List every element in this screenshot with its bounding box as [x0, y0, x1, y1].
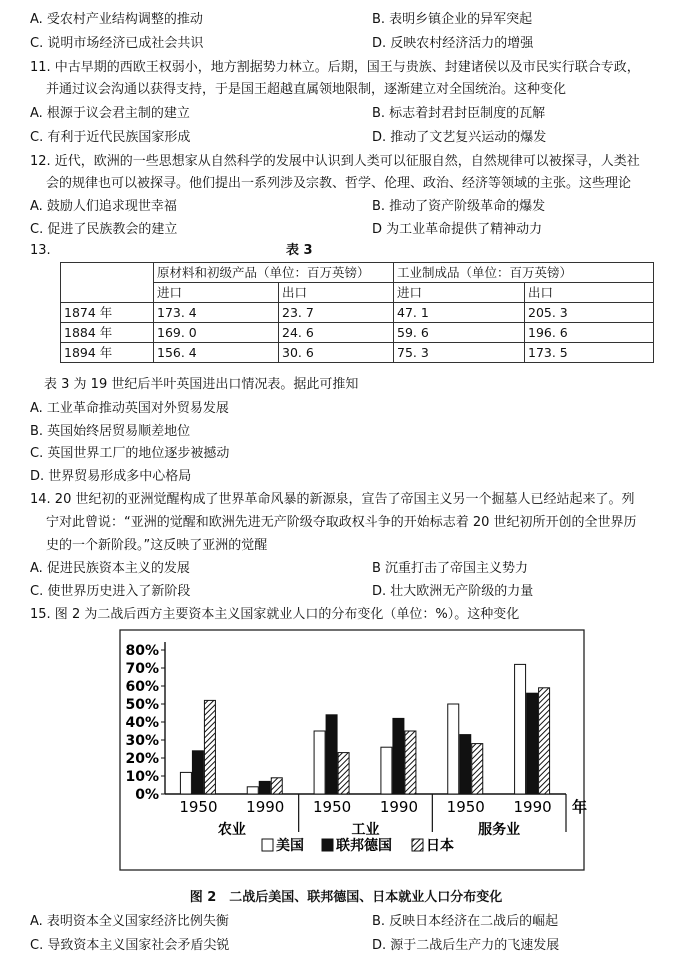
x-tick-label: 1950: [446, 798, 485, 816]
bar-联邦德国: [527, 693, 538, 794]
subheader-ind-import: 进口: [394, 283, 525, 303]
legend-label: 联邦德国: [336, 838, 392, 854]
row-year: 1874 年: [61, 303, 154, 323]
legend-label: 日本: [426, 838, 454, 854]
subheader-raw-export: 出口: [279, 283, 394, 303]
subheader-ind-export: 出口: [525, 283, 654, 303]
y-tick-label: 70%: [125, 661, 159, 677]
legend-swatch: [412, 839, 423, 851]
table-row: [61, 323, 654, 343]
q11-stem-line2: 并通过议会沟通以获得支持，于是国王超越直属领地限制，逐渐建立对全国统治。这种变化: [46, 82, 567, 97]
y-tick-label: 10%: [125, 769, 159, 785]
table-row: [61, 343, 654, 363]
q14-option-b: B 沉重打击了帝国主义势力: [372, 561, 529, 576]
bar-联邦德国: [326, 715, 337, 794]
cell-raw-import: 169. 0: [154, 323, 279, 343]
y-tick-label: 20%: [125, 751, 159, 767]
y-tick-label: 40%: [125, 715, 159, 731]
bar-日本: [204, 700, 215, 794]
y-tick-label: 0%: [135, 787, 159, 803]
q12-stem-line1: 12. 近代，欧洲的一些思想家从自然科学的发展中认识到人类可以征服自然，自然规律可以被探寻，人类社: [30, 154, 640, 169]
chart-bars: [180, 664, 549, 794]
bar-美国: [448, 704, 459, 794]
x-tick-label: 1990: [513, 798, 552, 816]
q10-option-d: D. 反映农村经济活力的增强: [372, 36, 534, 51]
bar-美国: [247, 787, 258, 794]
cell-ind-import: 47. 1: [394, 303, 525, 323]
chart-legend: [262, 837, 454, 854]
subheader-raw-import: 进口: [154, 283, 279, 303]
q14-stem-line2: 宁对此曾说：“亚洲的觉醒和欧洲先进无产阶级夺取政权斗争的开始标志着 20 世纪初所开创的全世界历: [46, 515, 637, 530]
q14-stem-line1: 14. 20 世纪初的亚洲觉醒构成了世界革命风暴的新源泉，宣告了帝国主义另一个掘墓人已经站起来了。列: [30, 492, 635, 507]
row-year: 1884 年: [61, 323, 154, 343]
header-industrial: 工业制成品（单位：百万英镑）: [394, 263, 654, 283]
bar-美国: [515, 664, 526, 794]
x-tick-label: 1990: [379, 798, 419, 816]
cell-ind-export: 196. 6: [525, 323, 654, 343]
bar-日本: [271, 778, 282, 794]
q10-option-c: C. 说明市场经济已成社会共识: [30, 36, 204, 51]
q10-option-b: B. 表明乡镇企业的异军突起: [372, 12, 533, 27]
row-year: 1894 年: [61, 343, 154, 363]
x-tick-label: 1950: [312, 798, 352, 816]
q14-option-d: D. 壮大欧洲无产阶级的力量: [372, 584, 534, 599]
q13-option-c: C. 英国世界工厂的地位逐步被撼动: [30, 446, 230, 461]
legend-swatch: [322, 839, 333, 851]
table-note: 表 3 为 19 世纪后半叶英国进出口情况表。据此可推知: [44, 377, 359, 392]
q11-option-c: C. 有利于近代民族国家形成: [30, 130, 191, 145]
bar-联邦德国: [460, 735, 471, 794]
bar-美国: [180, 772, 191, 794]
cell-raw-import: 156. 4: [154, 343, 279, 363]
figure-caption: 图 2 二战后美国、联邦德国、日本就业人口分布变化: [189, 890, 503, 905]
y-tick-label: 50%: [125, 697, 159, 713]
bar-日本: [539, 688, 550, 794]
q13-option-b: B. 英国始终居贸易顺差地位: [30, 424, 191, 439]
q15-option-a: A. 表明资本全义国家经济比例失衡: [30, 914, 229, 929]
q11-option-b: B. 标志着封君封臣制度的瓦解: [372, 106, 546, 121]
table-row: [61, 303, 654, 323]
q14-option-a: A. 促进民族资本主义的发展: [30, 561, 190, 576]
bar-日本: [338, 753, 349, 794]
bar-日本: [472, 744, 483, 794]
x-tick-label: 1990: [246, 798, 285, 816]
q11-option-d: D. 推动了文艺复兴运动的爆发: [372, 130, 547, 145]
q11-stem-line1: 11. 中古早期的西欧王权弱小，地方割据势力林立。后期，国王与贵族、封建诸侯以及市民实行联合专政，: [30, 60, 640, 75]
q14-stem-line3: 史的一个新阶段。”这反映了亚洲的觉醒: [46, 538, 268, 553]
cell-raw-import: 173. 4: [154, 303, 279, 323]
q12-option-d: D 为工业革命提供了精神动力: [372, 222, 543, 237]
q13-option-d: D. 世界贸易形成多中心格局: [30, 469, 192, 484]
header-raw-materials: 原材料和初级产品（单位：百万英镑）: [154, 263, 394, 283]
q13-option-a: A. 工业革命推动英国对外贸易发展: [30, 401, 229, 416]
legend-swatch: [262, 839, 273, 851]
q12-option-c: C. 促进了民族教会的建立: [30, 222, 178, 237]
q12-stem-line2: 会的规律也可以被探寻。他们提出一系列涉及宗教、哲学、伦理、政治、经济等领域的主张。这些理论: [46, 176, 632, 191]
employment-bar-chart: [0, 625, 692, 875]
q10-option-a: A. 受农村产业结构调整的推动: [30, 12, 203, 27]
bar-联邦德国: [393, 718, 404, 794]
x-axis-label: 年: [572, 798, 588, 816]
bar-联邦德国: [259, 781, 270, 794]
y-tick-label: 30%: [125, 733, 159, 749]
cell-ind-import: 59. 6: [394, 323, 525, 343]
legend-label: 美国: [276, 838, 304, 854]
cell-raw-export: 30. 6: [279, 343, 394, 363]
y-tick-label: 60%: [125, 679, 159, 695]
bar-美国: [381, 747, 392, 794]
table-caption: 表 3: [286, 243, 313, 258]
q15-stem: 15. 图 2 为二战后西方主要资本主义国家就业人口的分布变化（单位：%）。这种变化: [30, 607, 520, 622]
x-tick-label: 1950: [179, 798, 218, 816]
q15-option-d: D. 源于二战后生产力的飞速发展: [372, 938, 560, 953]
trade-table: [60, 262, 654, 363]
cell-ind-export: 173. 5: [525, 343, 654, 363]
table-corner-cell: [61, 263, 154, 303]
chart-labels: [179, 798, 587, 838]
cell-raw-export: 23. 7: [279, 303, 394, 323]
y-tick-label: 80%: [125, 643, 159, 659]
bar-联邦德国: [192, 751, 203, 794]
bar-美国: [314, 731, 325, 794]
bar-日本: [405, 731, 416, 794]
group-label: 服务业: [478, 822, 521, 838]
cell-ind-import: 75. 3: [394, 343, 525, 363]
cell-raw-export: 24. 6: [279, 323, 394, 343]
group-label: 农业: [217, 822, 246, 838]
q13-number: 13.: [30, 243, 51, 258]
q11-option-a: A. 根源于议会君主制的建立: [30, 106, 190, 121]
q12-option-a: A. 鼓励人们追求现世幸福: [30, 199, 177, 214]
q15-option-b: B. 反映日本经济在二战后的崛起: [372, 914, 559, 929]
cell-ind-export: 205. 3: [525, 303, 654, 323]
q15-option-c: C. 导致资本主义国家社会矛盾尖锐: [30, 938, 230, 953]
group-label: 工业: [351, 822, 380, 838]
q14-option-c: C. 使世界历史进入了新阶段: [30, 584, 191, 599]
q12-option-b: B. 推动了资产阶级革命的爆发: [372, 199, 546, 214]
